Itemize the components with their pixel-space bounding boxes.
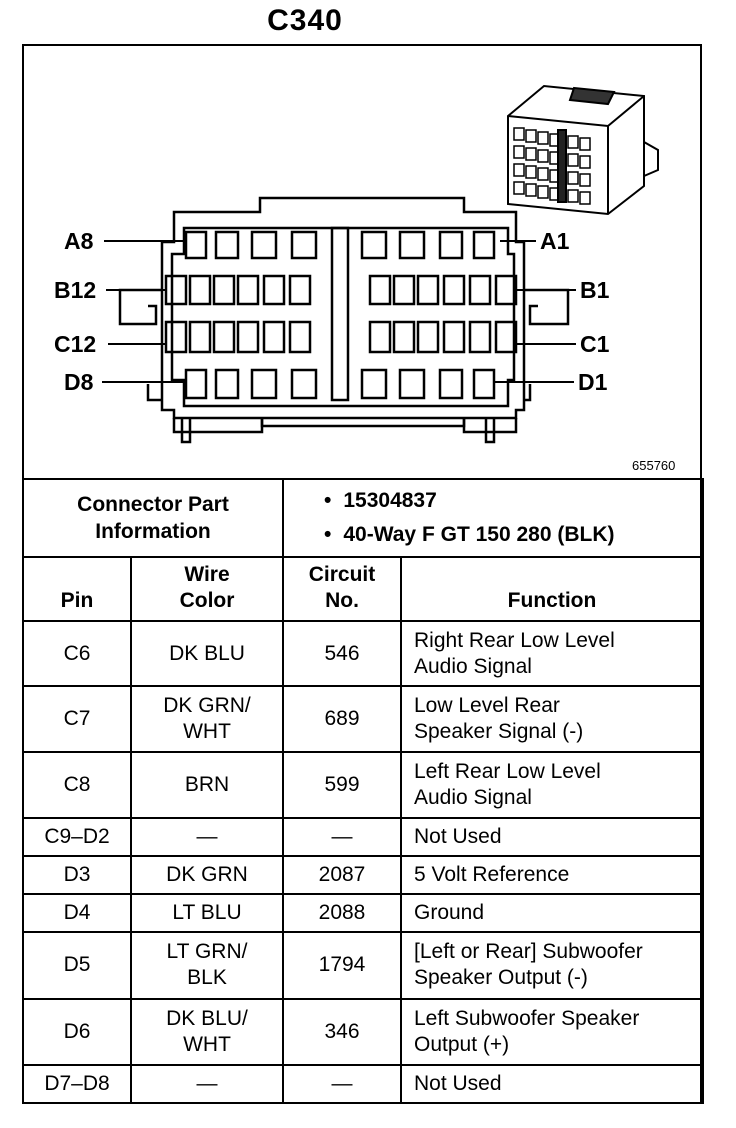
header-circuit-no: Circuit No. [283,557,401,621]
circuit-cell: 546 [283,621,401,685]
pin-label-c12: C12 [54,331,97,357]
function-cell: Low Level Rear Speaker Signal (-) [401,686,703,752]
left-latch [120,290,162,324]
table-row [23,894,703,932]
circuit-cell: 2087 [283,856,401,894]
function-cell: Not Used [401,818,703,856]
wire-color-cell: DK GRN [131,856,283,894]
pin-cell: C7 [23,686,131,752]
pin-cell: D5 [23,932,131,998]
pin-label-c1: C1 [580,331,610,357]
wire-color-cell: DK GRN/ WHT [131,686,283,752]
circuit-cell: — [283,818,401,856]
circuit-cell: 1794 [283,932,401,998]
part-number: • 15304837 [324,484,702,518]
circuit-cell: 2088 [283,894,401,932]
pin-cell: C9–D2 [23,818,131,856]
function-cell: Right Rear Low Level Audio Signal [401,621,703,685]
header-function: Function [401,557,703,621]
table-row [23,999,703,1065]
function-cell: Left Rear Low Level Audio Signal [401,752,703,818]
wire-color-cell: DK BLU/ WHT [131,999,283,1065]
function-cell: Left Subwoofer Speaker Output (+) [401,999,703,1065]
wire-color-cell: DK BLU [131,621,283,685]
row-a-cavities [186,232,494,258]
pin-cell: D7–D8 [23,1065,131,1103]
figure-number: 655760 [632,458,676,473]
table-row [23,818,703,856]
connector-bottom-rail-right [464,418,516,432]
pin-label-a8: A8 [64,228,94,254]
function-cell: 5 Volt Reference [401,856,703,894]
pin-cell: C8 [23,752,131,818]
header-wire-color: Wire Color [131,557,283,621]
function-cell: Not Used [401,1065,703,1103]
connector-title: C340 [267,4,343,37]
row-c-cavities [166,322,516,352]
pin-rows [23,621,703,1103]
connector-description: • 40-Way F GT 150 280 (BLK) [324,518,702,552]
connector-pin-table [22,478,704,1104]
table-row [23,686,703,752]
table-row [23,752,703,818]
connector-face-diagram [24,46,700,478]
table-row [23,1065,703,1103]
right-latch [524,290,568,324]
header-row [23,557,703,621]
center-divider [332,228,348,400]
circuit-cell: 599 [283,752,401,818]
wire-color-cell: — [131,1065,283,1103]
pin-label-b12: B12 [54,277,97,303]
connector-bottom-rail [174,418,262,432]
left-foot [182,418,190,442]
row-b-cavities [166,276,516,304]
part-info-items [283,479,703,557]
pin-label-a1: A1 [540,228,570,254]
connector-isometric-view [508,86,658,214]
pin-label-d1: D1 [578,369,608,395]
wire-color-cell: — [131,818,283,856]
left-tab [148,384,162,400]
part-info-label: Connector Part Information [23,479,283,557]
circuit-cell: — [283,1065,401,1103]
pin-cell: D6 [23,999,131,1065]
function-cell: Ground [401,894,703,932]
table-row [23,932,703,998]
pin-cell: D4 [23,894,131,932]
pin-cell: C6 [23,621,131,685]
table-row [23,856,703,894]
table-row [23,621,703,685]
circuit-cell: 689 [283,686,401,752]
function-cell: [Left or Rear] Subwoofer Speaker Output (-) [401,932,703,998]
pin-label-b1: B1 [580,277,610,303]
pin-cell: D3 [23,856,131,894]
wire-color-cell: LT BLU [131,894,283,932]
part-info-row [23,479,703,557]
right-foot [486,418,494,442]
header-pin: Pin [23,557,131,621]
row-d-cavities [186,370,494,398]
pin-label-d8: D8 [64,369,94,395]
circuit-cell: 346 [283,999,401,1065]
wire-color-cell: BRN [131,752,283,818]
wire-color-cell: LT GRN/ BLK [131,932,283,998]
